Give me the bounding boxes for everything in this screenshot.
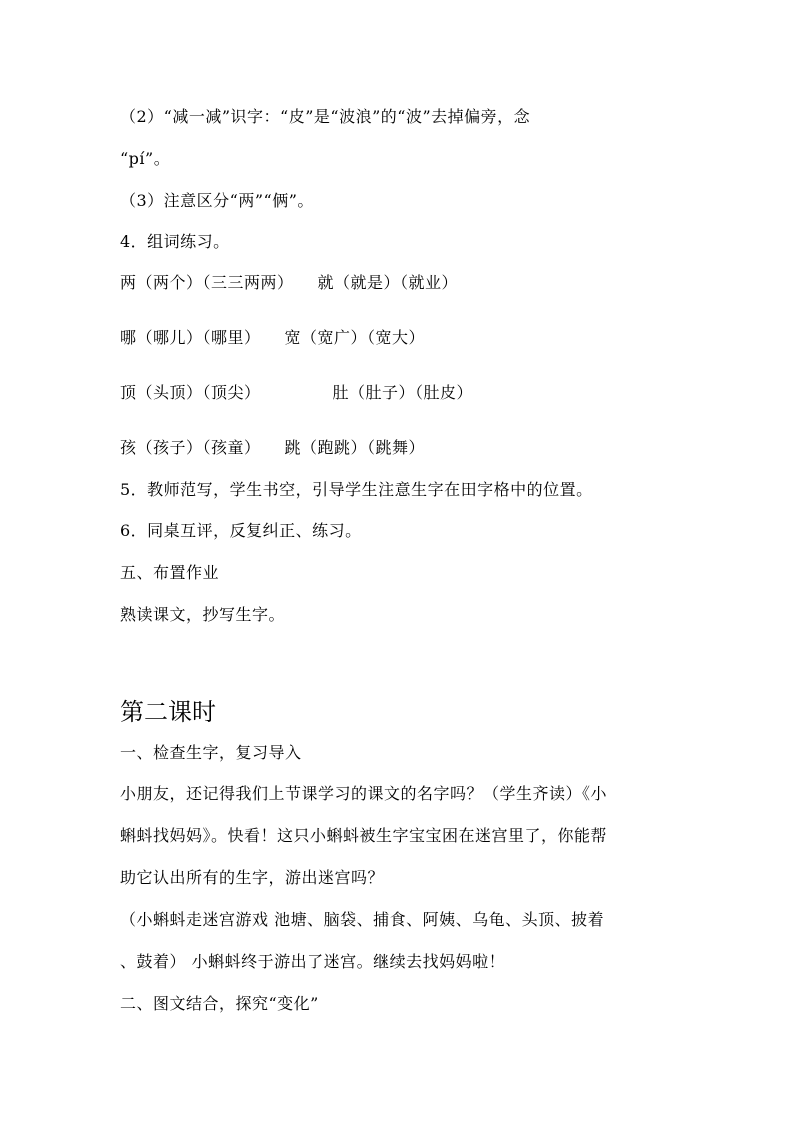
word-group: 顶（头顶）（顶尖） — [120, 383, 261, 402]
word-row-4 — [120, 438, 425, 458]
lesson-heading: 第二课时 — [120, 698, 216, 726]
word-row-1 — [120, 273, 458, 293]
text-line-1: （2）“减一减”识字：“皮”是“波浪”的“波”去掉偏旁，念 — [120, 107, 531, 126]
word-group: 两（两个）（三三两两） — [120, 273, 294, 292]
word-group: 就（就是）（就业） — [317, 273, 459, 292]
text-line-2: “pí”。 — [120, 149, 171, 168]
paragraph-2-line-2: 、鼓着） 小蝌蚪终于游出了迷宫。继续去找妈妈啦！ — [120, 952, 506, 971]
word-group: 孩（孩子）（孩童） — [120, 438, 261, 457]
paragraph-1-line-2: 蝌蚪找妈妈》。快看！这只小蝌蚪被生字宝宝困在迷宫里了，你能帮 — [120, 826, 608, 845]
paragraph-1-line-1: 小朋友，还记得我们上节课学习的课文的名字吗？（学生齐读）《小 — [120, 784, 608, 803]
paragraph-2-line-1: （小蝌蚪走迷宫游戏 池塘、脑袋、捕食、阿姨、乌龟、头顶、披着 — [120, 910, 605, 929]
word-group: 跳（跑跳）（跳舞） — [284, 438, 426, 457]
section-heading-1: 一、检查生字，复习导入 — [120, 743, 302, 762]
section-heading-2: 二、图文结合，探究“变化” — [120, 994, 319, 1013]
text-line-6: 6．同桌互评，反复纠正、练习。 — [120, 521, 362, 540]
paragraph-1-line-3: 助它认出所有的生字，游出迷宫吗？ — [120, 868, 385, 887]
text-line-8: 熟读课文，抄写生字。 — [120, 605, 286, 624]
text-line-3: （3）注意区分“两”“俩”。 — [120, 191, 314, 210]
text-line-4: 4．组词练习。 — [120, 232, 230, 251]
text-line-5: 5．教师范写，学生书空，引导学生注意生字在田字格中的位置。 — [120, 480, 593, 499]
word-group: 肚（肚子）（肚皮） — [332, 383, 474, 402]
word-group: 宽（宽广）（宽大） — [284, 328, 426, 347]
word-group: 哪（哪儿）（哪里） — [120, 328, 261, 347]
word-row-3 — [120, 383, 473, 403]
word-row-2 — [120, 328, 425, 348]
section-heading-5: 五、布置作业 — [120, 563, 220, 582]
